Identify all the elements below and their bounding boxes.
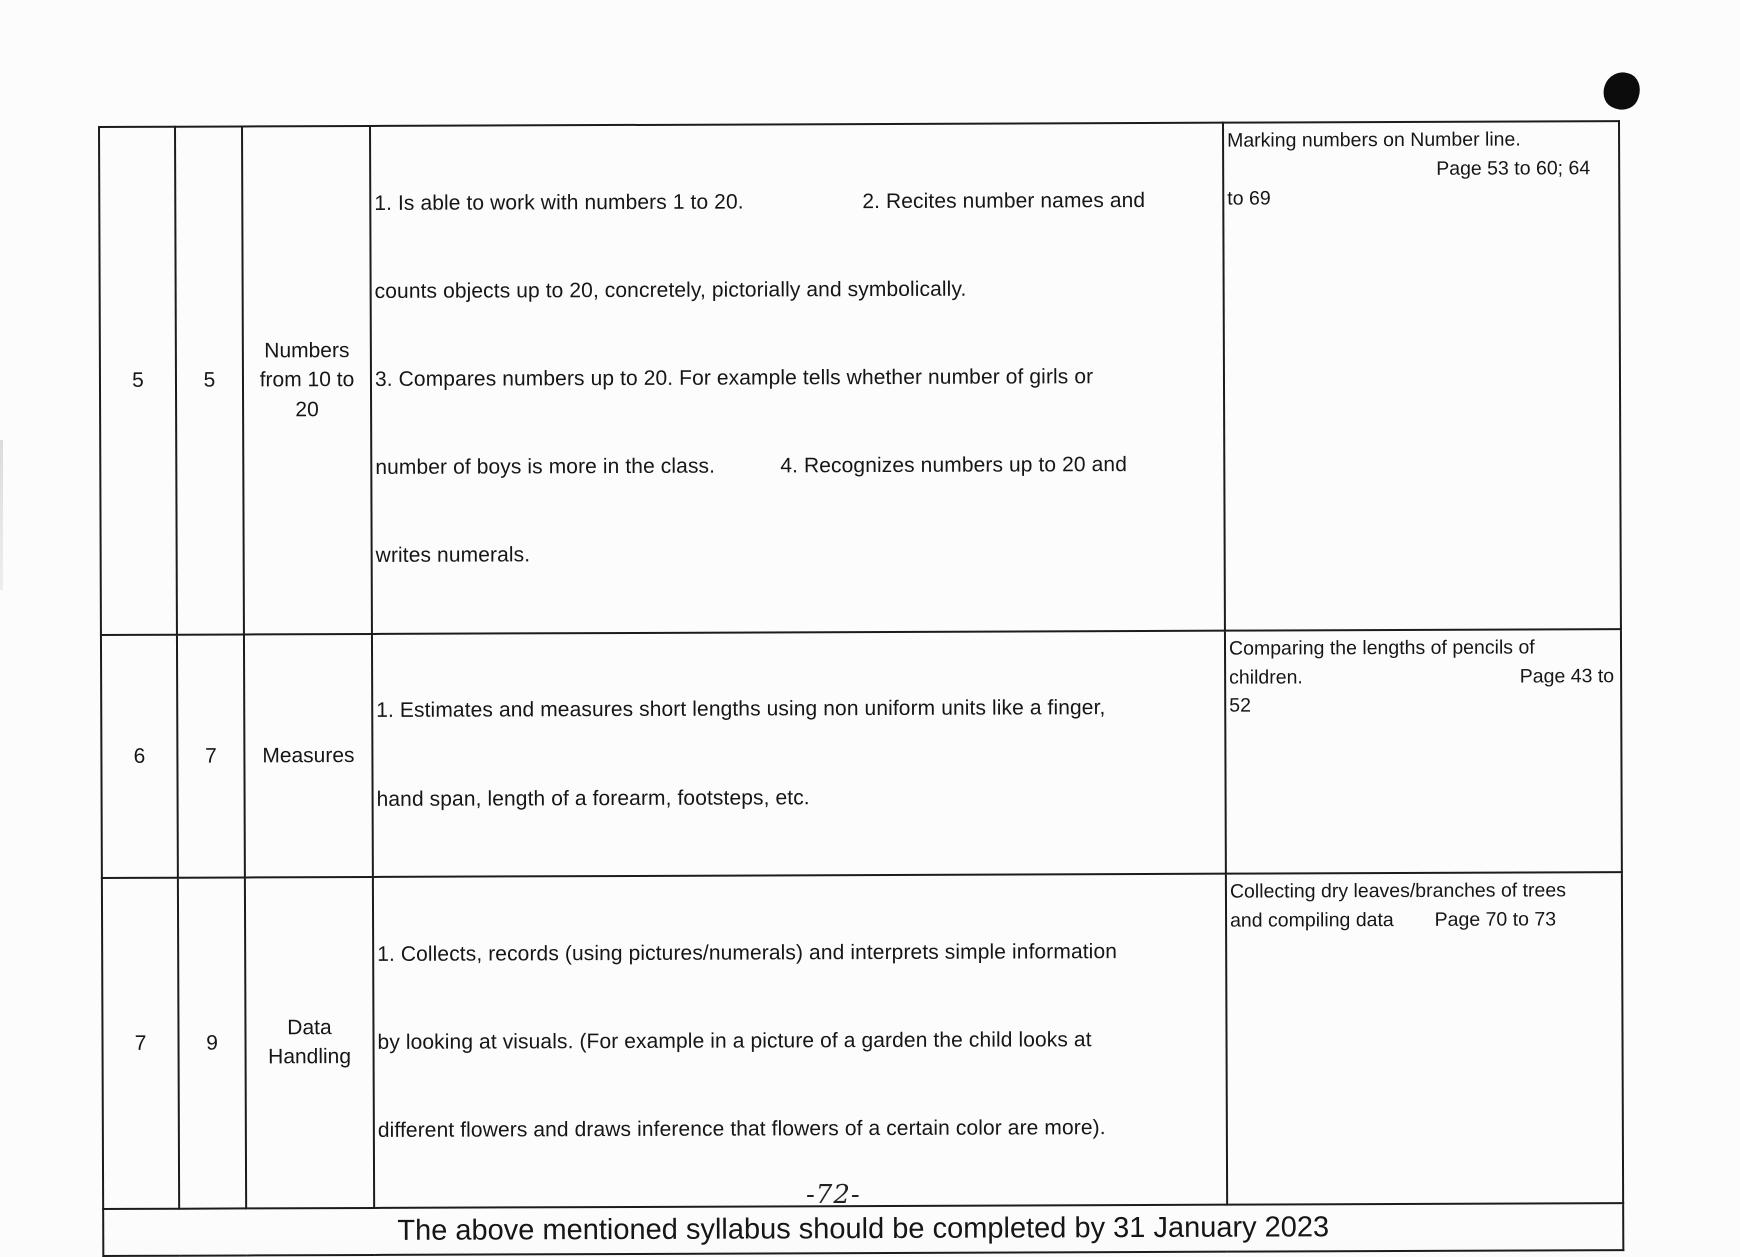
activity-page-ref: Page 70 to 73 [1435, 908, 1557, 930]
syllabus-table [98, 120, 1624, 1257]
serial-cell: 5 [99, 127, 177, 635]
serial-cell: 7 [102, 877, 179, 1209]
scan-edge-shadow [0, 440, 3, 590]
week-cell: 7 [177, 634, 245, 877]
outcome-line: 3. Compares numbers up to 20. For example tells whether number of girls or [375, 362, 1219, 395]
topic-cell [245, 877, 374, 1209]
activity-cell [1226, 872, 1623, 1205]
activity-page-ref-tail: to 69 [1227, 183, 1612, 213]
activity-cell [1225, 629, 1622, 874]
outcome-line: number of boys is more in the class. 4. Recognizes numbers up to 20 and [375, 450, 1219, 483]
ink-blot-mark [1597, 66, 1647, 116]
topic-line: from 10 to [248, 365, 366, 395]
activity-text: Marking numbers on Number line. [1227, 125, 1612, 155]
outcome-line: hand span, length of a forearm, footsteps, etc. [377, 781, 1221, 814]
outcome-line: by looking at visuals. (For example in a picture of a garden the child looks at [377, 1024, 1221, 1057]
outcome-line: different flowers and draws inference that flowers of a certain color are more). [378, 1113, 1222, 1146]
page-number: -72- [806, 1180, 861, 1210]
table-row [101, 629, 1622, 878]
learning-outcome-cell [370, 123, 1225, 634]
table-row [102, 872, 1623, 1209]
activity-page-ref-tail: 52 [1229, 691, 1614, 721]
topic-cell [244, 634, 373, 878]
topic-line: Handling [251, 1042, 369, 1072]
serial-cell: 6 [101, 634, 178, 877]
activity-text: Collecting dry leaves/branches of trees [1230, 876, 1615, 906]
topic-line: Data [250, 1013, 368, 1043]
activity-text-continued: and compiling data [1230, 909, 1394, 932]
table-row [99, 121, 1621, 634]
topic-line: 20 [248, 394, 366, 424]
activity-text: Comparing the lengths of pencils of [1229, 633, 1614, 663]
activity-page-ref: Page 43 to [1520, 662, 1614, 691]
learning-outcome-cell [373, 873, 1227, 1208]
outcome-line: 1. Is able to work with numbers 1 to 20. 2. Recites number names and [374, 185, 1218, 218]
outcome-line: 1. Collects, records (using pictures/numerals) and interprets simple information [377, 936, 1221, 969]
outcome-line: 1. Estimates and measures short lengths using non uniform units like a finger, [376, 693, 1220, 726]
week-cell: 5 [175, 126, 244, 634]
learning-outcome-cell [372, 630, 1226, 876]
outcome-line: counts objects up to 20, concretely, pictorially and symbolically. [375, 274, 1219, 307]
activity-line [1230, 908, 1556, 931]
topic-cell [242, 126, 372, 634]
outcome-line: writes numerals. [376, 538, 1220, 571]
week-cell: 9 [178, 877, 246, 1209]
activity-line [1229, 662, 1614, 692]
activity-page-ref: Page 53 to 60; 64 [1227, 154, 1612, 184]
table-footer-row [103, 1203, 1623, 1256]
completion-note: The above mentioned syllabus should be completed by 31 January 2023 [103, 1203, 1623, 1256]
topic-line: Numbers [248, 336, 366, 366]
activity-cell [1223, 121, 1621, 630]
activity-text-continued: children. [1229, 663, 1303, 692]
topic-line: Measures [249, 740, 367, 770]
